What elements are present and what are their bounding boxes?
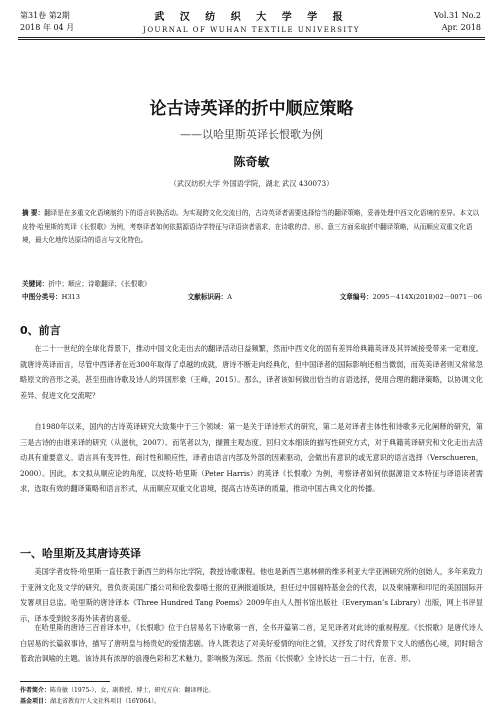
author-name: 陈奇敏	[233, 155, 270, 169]
volume-en: Vol.31 No.2	[434, 11, 481, 20]
abstract-label: 摘 要：	[22, 209, 45, 217]
article-id	[340, 291, 482, 304]
date-en: Apr. 2018	[441, 23, 481, 32]
clc-code	[22, 291, 80, 304]
clc-value: H313	[61, 293, 80, 301]
paragraph: 美国学者皮特·哈里斯一直任教于新西兰的科尔比学院，教授诗歌课程。他也是新西兰惠林顿的维多利亚大学亚洲研究所的创始人，多年来致力于亚洲文化及文学的研究，曾负责美国广播公司和伦敦泰晤士报的亚洲报道版块，担任过中国福特基金会的代表，以及柬埔寨和印尼的美国国际开发署项目总监。哈里斯的唐诗译本《Three Hundred Tang Poems》2009年由人人图书馆出版社（Everyman’s Library）出版，网上书评显示，译本受到较多海外读者的喜爱。	[20, 567, 483, 623]
author-affiliation: （武汉纺织大学 外国语学院，湖北 武汉 430073）	[169, 179, 334, 188]
keywords: 折中；顺应；诗歌翻译；《长恨歌》	[48, 280, 151, 288]
footnotes	[20, 685, 214, 707]
author-bio-label: 作者简介：	[20, 687, 51, 694]
paragraph: 在二十一世纪的全球化背景下，推动中国文化走出去的翻译活动日益频繁，然而中西文化的固有差异给典籍英译及其异域接受带来一定难度。就唐诗英译而言，尽管中西译者在近300年取得了卓越的成就，唐诗不断走向经典化，但中国译者的国际影响还相当微弱，而英美译者则又常常忽略原文的音形之美，甚至扭曲诗歌及诗人的异国形象（王峰，2015）。那么，译者该如何做出恰当的言语选择，使用合理的翻译策略，以协调文化差异、促进文化交流呢？	[20, 344, 483, 400]
classification-row	[22, 291, 482, 304]
funding-note	[20, 696, 214, 707]
document-code	[188, 291, 232, 304]
article-meta	[22, 278, 482, 304]
doc-value: A	[227, 293, 232, 301]
paragraph: 自1980年以来，国内的古诗英译研究大致集中于三个领域：第一是关于译诗形式的研究，第二是对译者主体性和诗歌多元化阐释的研究，第三是古诗的由谁来译的研究（从滋杭，2007）。而笔者以为，撷置主观态度、回归文本细读的描写性研究方式，对于典籍英译研究和文化走出去活动具有重要意义。语言具有变异性、商讨性和顺应性，译者由语言内部及外部的因素驱动，会做出有意识的或无意识的语言选择（Verschueren，2000）。因此，本文拟从顺应论的角度，以皮特·哈里斯（Peter Harris）的英译《长恨歌》为例，考察译者如何依据源语文本特征与译语读者需求，选取有效的翻译策略和语言形式，从而顺应双重文化语境，提高古诗英译的质量，推动中国古典文化的传播。	[20, 422, 483, 493]
issue-number: 第31卷 第2期	[20, 11, 70, 20]
funding-label: 基金项目：	[20, 698, 51, 705]
issue-date: 2018 年 04 月	[20, 23, 75, 32]
journal-name-cn: 武 汉 纺 织 大 学 学 报	[154, 12, 349, 23]
journal-masthead	[0, 8, 503, 34]
id-label: 文章编号：	[339, 293, 373, 301]
section-heading-intro: 0、前言	[20, 324, 61, 337]
section-heading-harris: 一、哈里斯及其唐诗英译	[20, 547, 141, 560]
journal-name-en: JOURNAL OF WUHAN TEXTILE UNIVERSITY	[143, 26, 360, 34]
header-right	[434, 10, 481, 34]
author-bio-text: 陈奇敏（1975-），女，副教授，博士，研究方向：翻译理论。	[50, 687, 215, 694]
footnote-rule	[20, 681, 110, 682]
funding-text: 湖北省教育厅人文社科项目（16Y064）。	[50, 698, 161, 705]
article-subtitle: ——以哈里斯英译长恨歌为例	[180, 128, 323, 141]
doc-label: 文献标识码：	[187, 293, 228, 301]
header-rule-top	[18, 37, 485, 38]
abstract	[22, 207, 482, 248]
keywords-label: 关键词：	[22, 280, 49, 288]
id-value: 2095－414X(2018)02－0071－06	[372, 293, 482, 301]
abstract-text: 翻译是在多重文化语境制约下的语言转换活动。为实现跨文化交流目的，古诗英译者需要选择恰当的翻译策略，妥善处理中西文化语境的差异。本文以皮特·哈里斯的英译《长恨歌》为例，考察译者如何依据源语诗学特征与译语读者需求，在诗歌的音、形、意三方面采取折中翻译策略，从而顺应双重文化语境，最大化地传达原诗的语言与文化特色。	[22, 209, 480, 244]
paragraph: 在哈里斯的唐诗三百首译本中，《长恨歌》位于白居易名下诗歌第一首，全书开篇第二首，足见译者对此诗的重视程度。《长恨歌》是唐代诗人白居易的长篇叙事诗，描写了唐明皇与杨贵妃的爱情悲剧。诗人既表达了对美好爱情的向往之情，又抒发了时代背景下文人的感伤心境，同时暗含着政治讽喻的主题。该诗具有浓厚的浪漫色彩和艺术魅力，影响极为深远。然而《长恨歌》全诗长达一百二十行，在音、形、	[20, 623, 483, 663]
author-bio	[20, 685, 214, 696]
clc-label: 中图分类号：	[22, 293, 62, 301]
header-rule-bottom	[18, 39, 485, 40]
keywords-line	[22, 278, 482, 291]
article-title: 论古诗英译的折中顺应策略	[149, 99, 354, 119]
